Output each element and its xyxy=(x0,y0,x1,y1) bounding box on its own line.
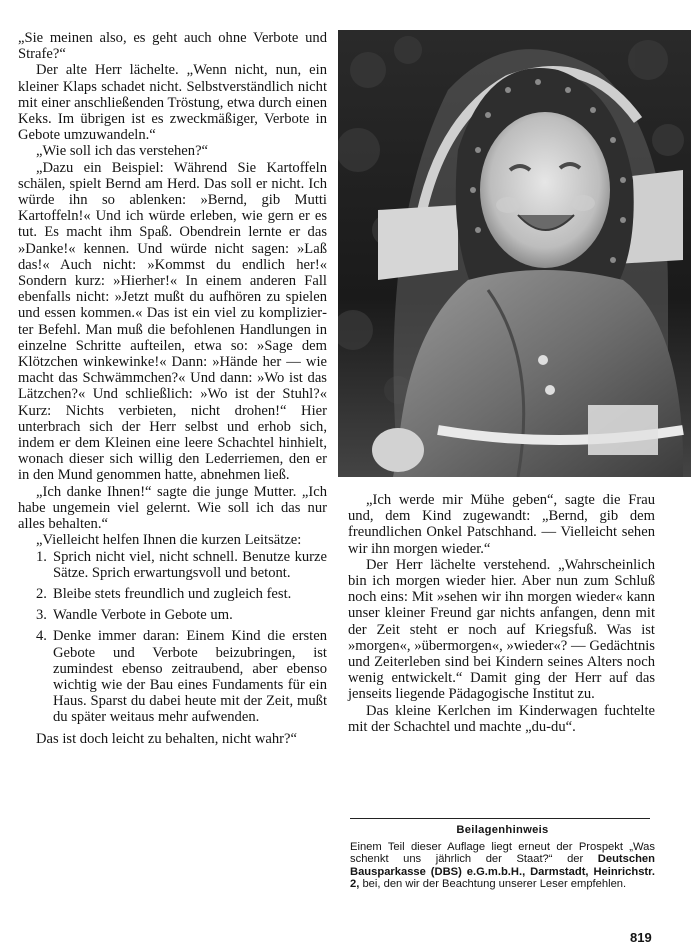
paragraph: Der alte Herr lächelte. „Wenn nicht, nun, ein kleiner Klaps schadet nicht. Selbstverständlich nicht mit einer anschließenden Tröstung, etwa durch einen Keks. Im übrigen ist es zweckmäßiger, Verbote in Gebote umzuwandeln.“ xyxy=(18,62,327,144)
list-item-text: Denke immer daran: Einem Kind die ersten Gebote und Verbote beizubringen, ist zumindest ebenso zeitraubend, aber ebenso wichtig wie der Bau eines Fundaments für ein Haus. Sparst du dabei heute mit der Zeit, mußt du später weitaus mehr aufwenden. xyxy=(53,628,327,726)
list-number: 3. xyxy=(36,607,47,624)
paragraph: „Ich danke Ihnen!“ sagte die junge Mutter. „Ich habe ungemein viel gelernt. Wie soll ich das nur alles behalten.“ xyxy=(18,483,327,533)
paragraph: Das kleine Kerlchen im Kinderwagen fuchtelte mit der Schachtel und machte „du-du“. xyxy=(348,702,655,735)
list-item-text: Bleibe stets freundlich und zugleich fest. xyxy=(53,585,292,602)
list-item-text: Wandle Verbote in Gebote um. xyxy=(53,607,233,624)
notice-heading: Beilagenhinweis xyxy=(456,824,549,836)
closing-paragraph: Das ist doch leicht zu behalten, nicht wahr?“ xyxy=(36,730,297,747)
separator-line xyxy=(350,818,650,819)
paragraph: Der Herr lächelte verstehend. „Wahrscheinlich bin ich morgen wieder hier. Aber nun zum Schluß noch eins: Mit »sehen wir ihn morgen wieder« kann unser kleiner Freund gar nichts anfangen, denn mit der Zeit steht er noch auf Kriegsfuß. Was ist »morgen«, »übermorgen«, »wieder«? — Gedächtnis und Zeiterleben sind bei Kindern seines Alters noch wenig entwickelt.“ Damit ging der Herr auf das jenseits liegende Pädagogische Institut zu. xyxy=(348,556,655,703)
insert-notice xyxy=(350,824,655,891)
left-text-column xyxy=(18,30,327,747)
right-text-column xyxy=(348,492,655,735)
list-item xyxy=(18,549,327,581)
paragraph: „Sie meinen also, es geht auch ohne Verbote und Strafe?“ xyxy=(18,30,327,63)
list-number: 1. xyxy=(36,548,47,565)
paragraph: „Dazu ein Beispiel: Während Sie Kartoffeln schälen, spielt Bernd am Herd. Das soll er nicht. Ich würde ihn so ablenken: »Bernd, gib Mutti Kartoffeln!« Und ich würde erleben, wie gern er es tut. Es macht ihm Spaß. Obendrein lernte er das »Danke!« kennen. Und würde nicht sagen: »Laß das!« Auch nicht: »Kommst du endlich her!« Sondern kurz: »Hierher!« In einem anderen Fall ebenfalls nicht: »Jetzt mußt du aufhören zu spielen und essen kommen.« Das ist ein viel zu komplizierter Befehl. Man muß die befohlenen Handlungen in einzelne Schritte aufteilen, etwa so: »Sage dem Klötzchen winkewinke!« Dann: »Hände her — wie macht das Schwämmchen?« Und dann: »Wo ist das Lätzchen?« Und schließlich: »Wo ist der Stuhl?« Kurz: Nichts verbieten, nicht drohen!“ Hier unterbrach sich der Herr selbst und erhob sich, indem er dem Kleinen eine leere Schachtel hinhielt, wonach dieser sich willig den Lederriemen, den er in den Mund genommen hatte, abnehmen ließ. xyxy=(18,159,327,484)
list-number: 2. xyxy=(36,585,47,602)
list-item xyxy=(18,607,327,623)
list-number: 4. xyxy=(36,628,47,645)
child-photo-illustration xyxy=(338,30,691,477)
list-item xyxy=(18,586,327,602)
list-item-text: Sprich nicht viel, nicht schnell. Benutze kurze Sätze. Sprich erwartungsvoll und betont. xyxy=(53,548,327,581)
principles-list xyxy=(18,549,327,726)
notice-company: Deutschen Bausparkasse (DBS) e.G.m.b.H., Darmstadt, Heinrichstr. 2, xyxy=(350,853,655,891)
notice-text-end: bei, den wir der Beachtung unserer Leser empfehlen. xyxy=(359,878,627,891)
paragraph: „Vielleicht helfen Ihnen die kurzen Leitsätze: xyxy=(36,532,302,549)
paragraph: „Ich werde mir Mühe geben“, sagte die Frau und, dem Kind zugewandt: „Bernd, gib dem freundlichen Onkel Patschhand. — Vielleicht sehen wir ihn morgen wieder.“ xyxy=(348,492,655,557)
child-photo xyxy=(338,30,691,477)
page-number: 819 xyxy=(630,930,652,944)
notice-text: Einem Teil dieser Auflage liegt erneut der Prospekt „Was schenkt uns jährlich der Staat?“ der xyxy=(350,840,655,866)
paragraph: „Wie soll ich das verstehen?“ xyxy=(36,143,209,160)
list-item xyxy=(18,628,327,725)
